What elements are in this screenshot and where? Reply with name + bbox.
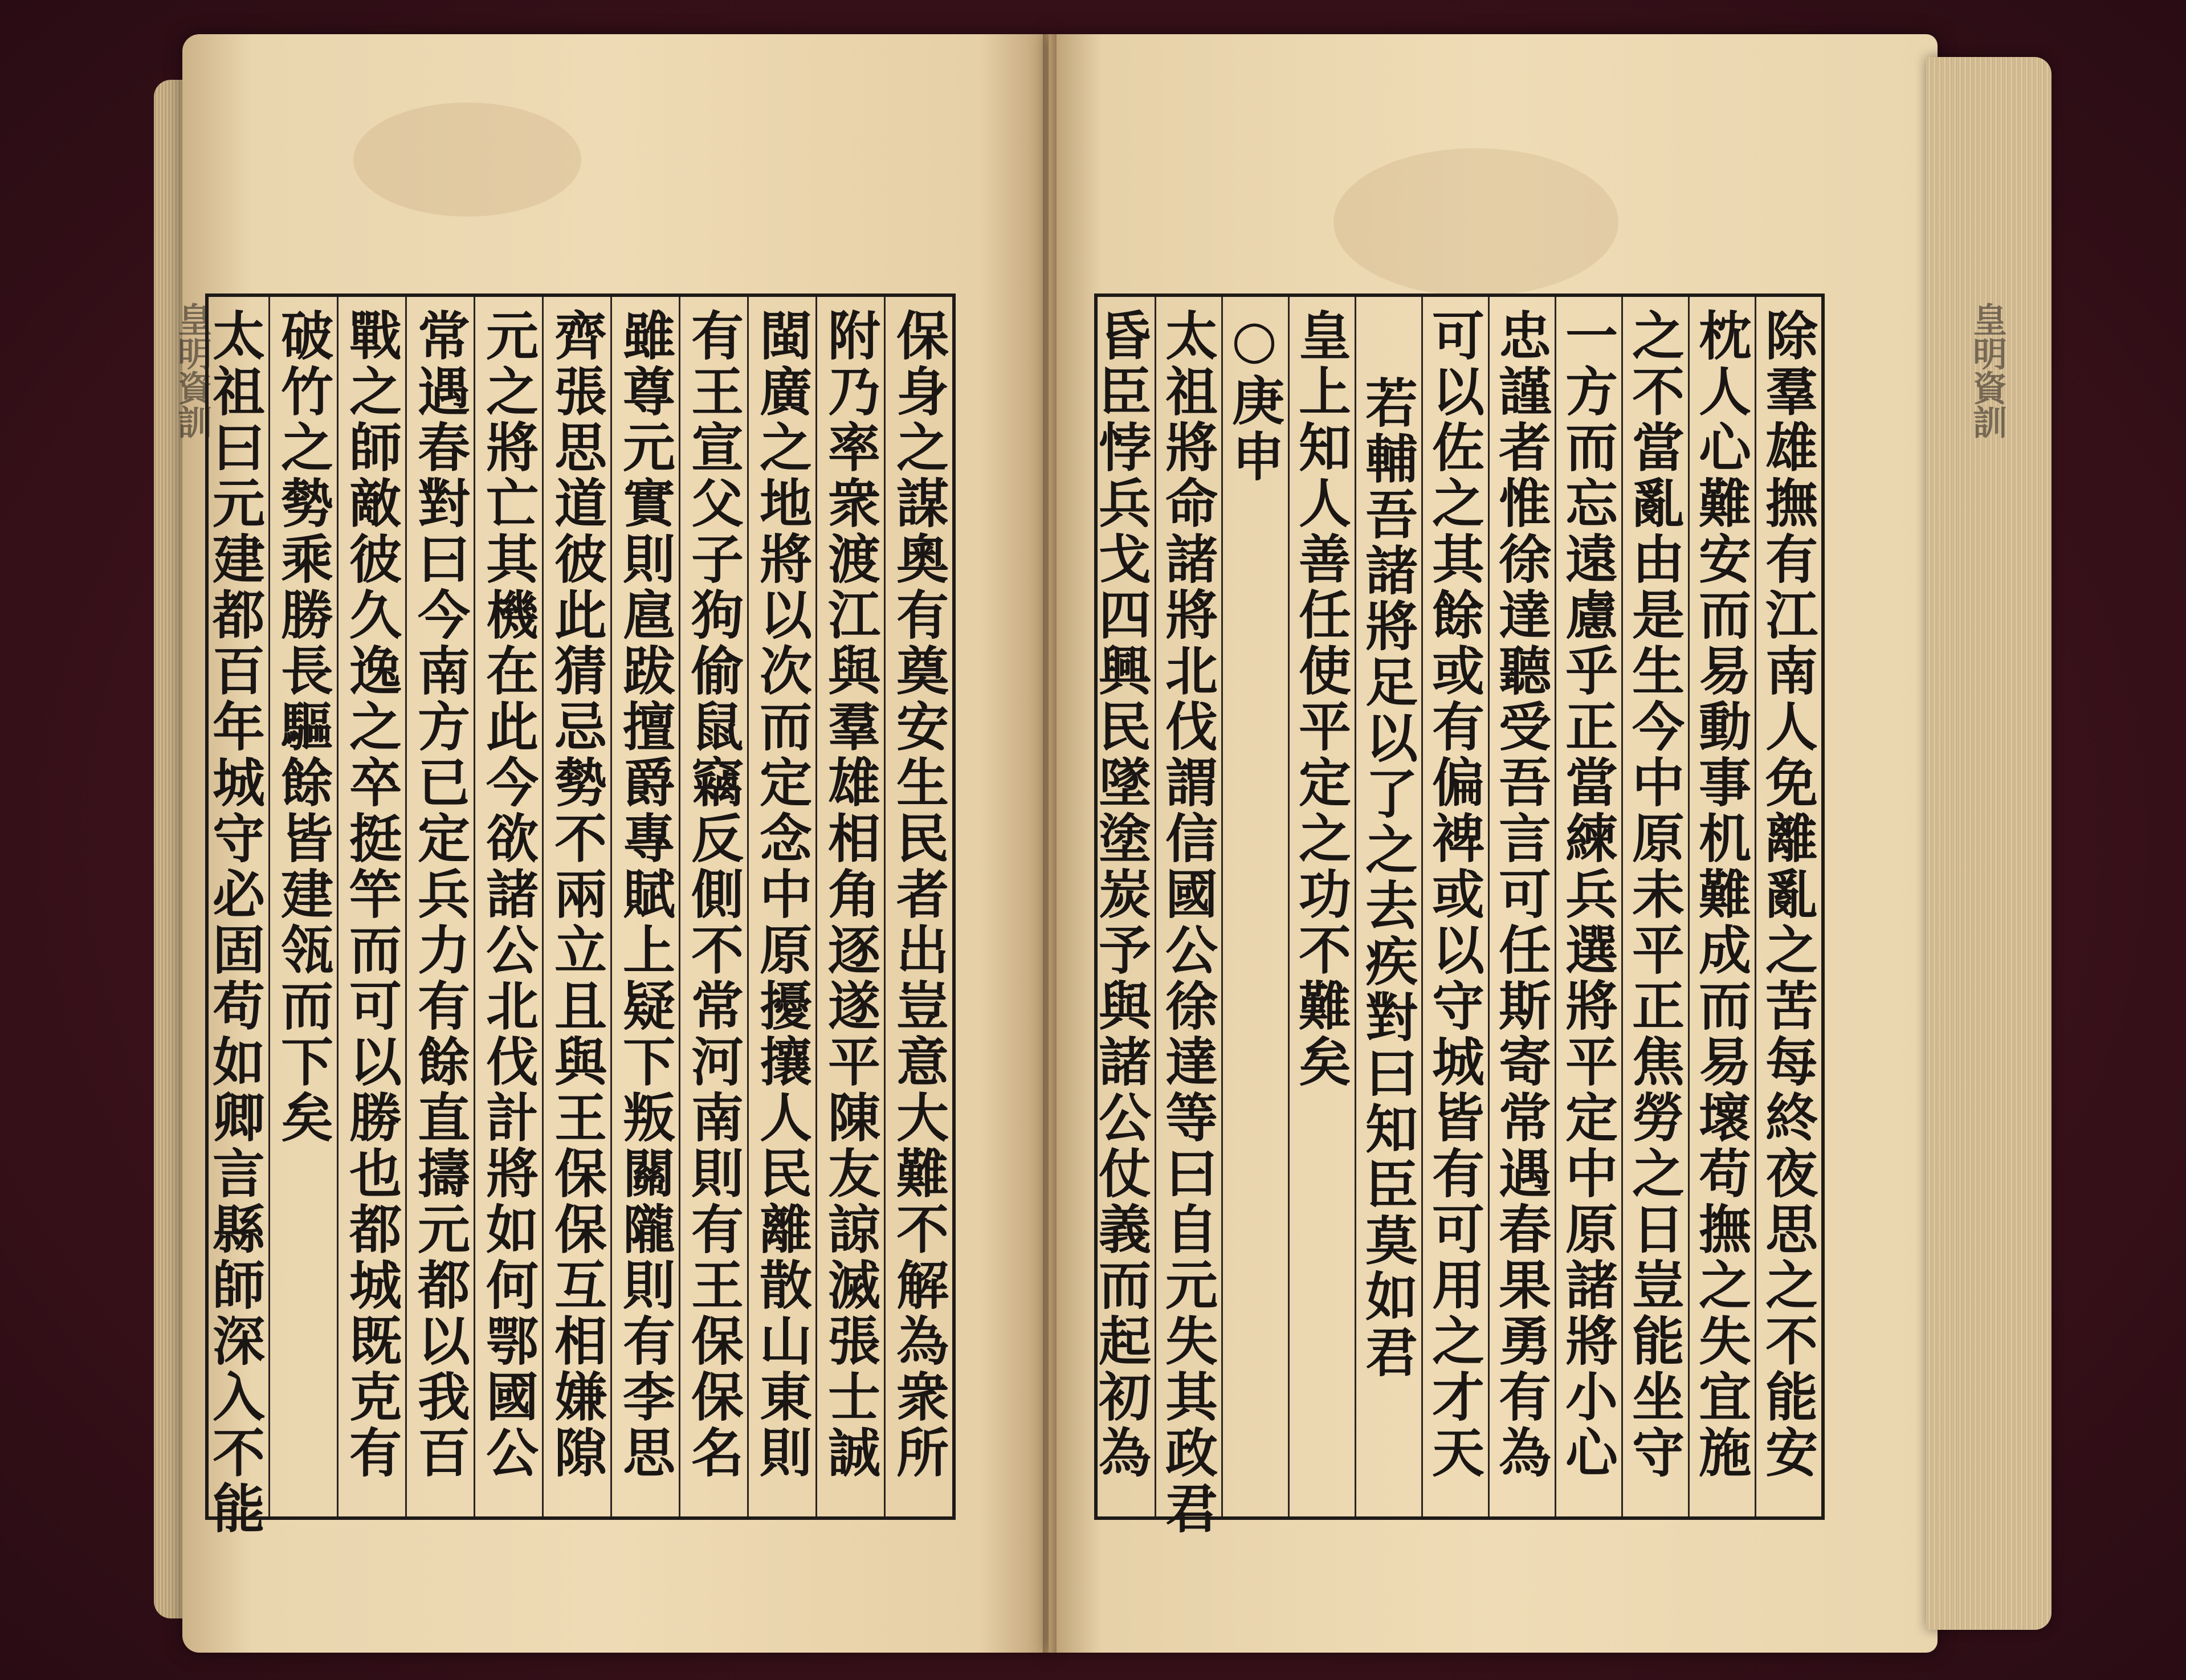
column-text: 元之將亡其機在此今欲諸公北伐計將如何鄂國公 <box>478 308 539 1481</box>
text-column <box>1288 297 1355 1516</box>
text-column <box>1755 297 1821 1516</box>
text-column <box>884 297 952 1516</box>
left-text-frame <box>204 293 956 1537</box>
text-column <box>1688 297 1755 1516</box>
text-column <box>1155 297 1221 1537</box>
right-page-edges <box>1926 57 2052 1630</box>
text-column <box>815 297 884 1516</box>
text-column <box>1488 297 1555 1516</box>
left-columns <box>204 297 952 1537</box>
column-text: 之不當亂由是生今中原未平正焦勞之日豈能坐守 <box>1624 308 1685 1481</box>
text-column <box>405 297 474 1516</box>
text-column <box>542 297 610 1516</box>
right-text-frame <box>1090 293 1825 1537</box>
text-column <box>474 297 542 1516</box>
paper-stain <box>353 103 581 217</box>
column-text: 有王宣父子狗偷鼠竊反側不常河南則有王保保名 <box>683 308 744 1481</box>
right-columns <box>1090 297 1821 1537</box>
text-column <box>1090 297 1155 1516</box>
column-text: 常遇春對曰今南方已定兵力有餘直擣元都以我百 <box>409 308 471 1481</box>
column-text: 閩廣之地將以次而定念中原擾攘人民離散山東則 <box>751 308 813 1481</box>
column-text: ○庚申 <box>1223 308 1285 485</box>
column-text: 昏臣悖兵戈四興民墜塗炭予與諸公仗義而起初為 <box>1090 308 1152 1481</box>
column-text: 齊張思道彼此猜忌勢不兩立且與王保保互相嫌隙 <box>546 308 607 1481</box>
book-spread <box>154 34 2034 1653</box>
column-text: 忠謹者惟徐達聽受吾言可任斯寄常遇春果勇有為 <box>1490 308 1552 1481</box>
left-fore-edge-title: 皇明資訓 <box>172 302 212 439</box>
text-column <box>1421 297 1488 1516</box>
right-fore-edge-title: 皇明資訓 <box>1967 302 2007 439</box>
column-text: 皇上知人善任使平定之功不難矣 <box>1290 308 1352 1090</box>
text-column <box>610 297 679 1516</box>
text-column <box>268 297 337 1516</box>
column-text: 太祖將命諸將北伐謂信國公徐達等曰自元失其政君 <box>1157 308 1218 1537</box>
paper-stain <box>1333 148 1618 296</box>
column-text: 戰之師敵彼久逸之卒挺竿而可以勝也都城既克有 <box>341 308 402 1481</box>
text-column <box>337 297 405 1516</box>
text-column <box>679 297 747 1516</box>
text-column <box>1555 297 1621 1516</box>
text-column <box>1621 297 1688 1516</box>
column-text: 保身之謀奧有奠安生民者出豈意大難不解為衆所 <box>888 308 949 1481</box>
column-text: 一方而忘遠慮乎正當練兵選將平定中原諸將小心 <box>1557 308 1618 1481</box>
column-text: 破竹之勢乘勝長驅餘皆建瓴而下矣 <box>272 308 334 1146</box>
book-gutter <box>1043 34 1057 1653</box>
column-text: 雖尊元實則扈跋擅爵專賦上疑下叛關隴則有李思 <box>614 308 676 1481</box>
column-text: 太祖曰元建都百年城守必固苟如卿言縣師深入不能 <box>204 308 266 1537</box>
column-text: 除羣雄撫有江南人免離亂之苦每終夜思之不能安 <box>1757 308 1818 1481</box>
column-text: 可以佐之其餘或有偏裨或以守城皆有可用之才天 <box>1424 308 1485 1481</box>
text-column <box>1355 297 1421 1516</box>
text-column <box>747 297 815 1516</box>
text-column <box>204 297 268 1537</box>
column-text: 若輔吾諸將足以了之去疾對曰知臣莫如君 <box>1357 376 1418 1381</box>
column-text: 枕人心難安而易動事机難成而易壞苟撫之失宜施 <box>1690 308 1752 1481</box>
column-text: 附乃率衆渡江與羣雄相角逐遂平陳友諒滅張士誠 <box>819 308 881 1481</box>
text-column <box>1221 297 1288 1516</box>
